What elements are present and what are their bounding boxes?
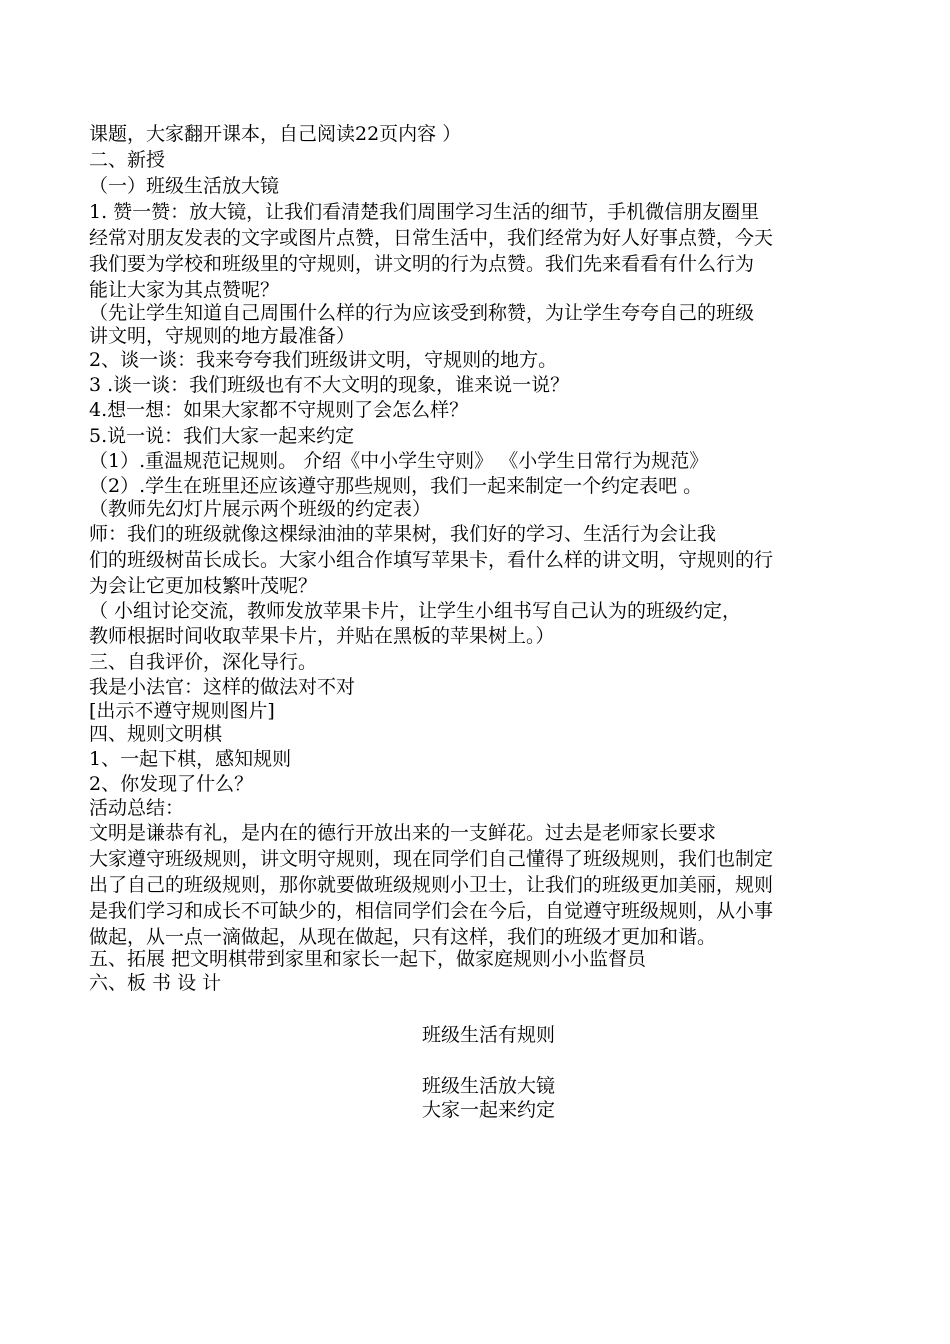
text-line: [出示不遵守规则图片] xyxy=(89,700,275,722)
text-line: 课题，大家翻开课本，自己阅读22页内容 ） xyxy=(89,123,462,145)
subsection-heading: （一）班级生活放大镜 xyxy=(89,175,280,197)
text-line: 讲文明，守规则的地方最准备） xyxy=(89,325,356,347)
text-line: （先让学生知道自己周围什么样的行为应该受到称赞，为让学生夸夸自己的班级 xyxy=(89,302,755,324)
text-line: 为会让它更加枝繁叶茂呢？ xyxy=(89,575,318,597)
section-heading: 活动总结： xyxy=(89,797,185,819)
text-line: 我是小法官：这样的做法对不对 xyxy=(89,676,356,698)
text-line: 能让大家为其点赞呢？ xyxy=(89,279,280,301)
section-heading: 二、新授 xyxy=(89,149,166,171)
text-line: 教师根据时间收取苹果卡片，并贴在黑板的苹果树上。） xyxy=(89,625,555,647)
text-line: 文明是谦恭有礼，是内在的德行开放出来的一支鲜花。过去是老师家长要求 xyxy=(89,822,717,844)
text-line: （2）.学生在班里还应该遵守那些规则，我们一起来制定一个约定表吧 。 xyxy=(89,475,703,497)
text-line: 1. 赞一赞：放大镜，让我们看清楚我们周围学习生活的细节，手机微信朋友圈里 xyxy=(89,201,760,223)
text-line: 4.想一想：如果大家都不守规则了会怎么样？ xyxy=(89,399,469,421)
text-line: 大家遵守班级规则，讲文明守规则，现在同学们自己懂得了班级规则，我们也制定 xyxy=(89,848,774,870)
text-line: 2、你发现了什么？ xyxy=(89,773,254,795)
text-line: 2、谈一谈：我来夸夸我们班级讲文明，守规则的地方。 xyxy=(89,349,558,371)
text-line: 我们要为学校和班级里的守规则，讲文明的行为点赞。我们先来看看有什么行为 xyxy=(89,253,755,275)
text-line: 师：我们的班级就像这棵绿油油的苹果树，我们好的学习、生活行为会让我 xyxy=(89,523,717,545)
text-line: 是我们学习和成长不可缺少的，相信同学们会在今后，自觉遵守班级规则，从小事 xyxy=(89,900,774,922)
text-line: 们的班级树苗长成长。大家小组合作填写苹果卡，看什么样的讲文明，守规则的行 xyxy=(89,549,774,571)
text-line: （ 小组讨论交流，教师发放苹果卡片，让学生小组书写自己认为的班级约定， xyxy=(89,600,742,622)
text-line: 1、一起下棋，感知规则 xyxy=(89,748,292,770)
board-item: 大家一起来约定 xyxy=(422,1099,556,1121)
text-line: 出了自己的班级规则，那你就要做班级规则小卫士，让我们的班级更加美丽，规则 xyxy=(89,874,774,896)
section-heading: 四、规则文明棋 xyxy=(89,723,223,745)
text-line: 经常对朋友发表的文字或图片点赞，日常生活中，我们经常为好人好事点赞，今天 xyxy=(89,227,774,249)
text-line: （1）.重温规范记规则。 介绍《中小学生守则》 《小学生日常行为规范》 xyxy=(89,450,709,472)
text-line: 做起，从一点一滴做起，从现在做起，只有这样，我们的班级才更加和谐。 xyxy=(89,926,717,948)
text-line: （教师先幻灯片展示两个班级的约定表） xyxy=(89,498,432,520)
section-heading: 三、自我评价，深化导行。 xyxy=(89,651,318,673)
section-heading: 六、板 书 设 计 xyxy=(89,972,222,994)
board-title: 班级生活有规则 xyxy=(422,1024,556,1046)
board-item: 班级生活放大镜 xyxy=(422,1075,556,1097)
text-line: 3 .谈一谈：我们班级也有不大文明的现象，谁来说一说？ xyxy=(89,374,570,396)
section-heading: 五、拓展 把文明棋带到家里和家长一起下，做家庭规则小小监督员 xyxy=(89,948,647,970)
text-line: 5.说一说：我们大家一起来约定 xyxy=(89,425,355,447)
